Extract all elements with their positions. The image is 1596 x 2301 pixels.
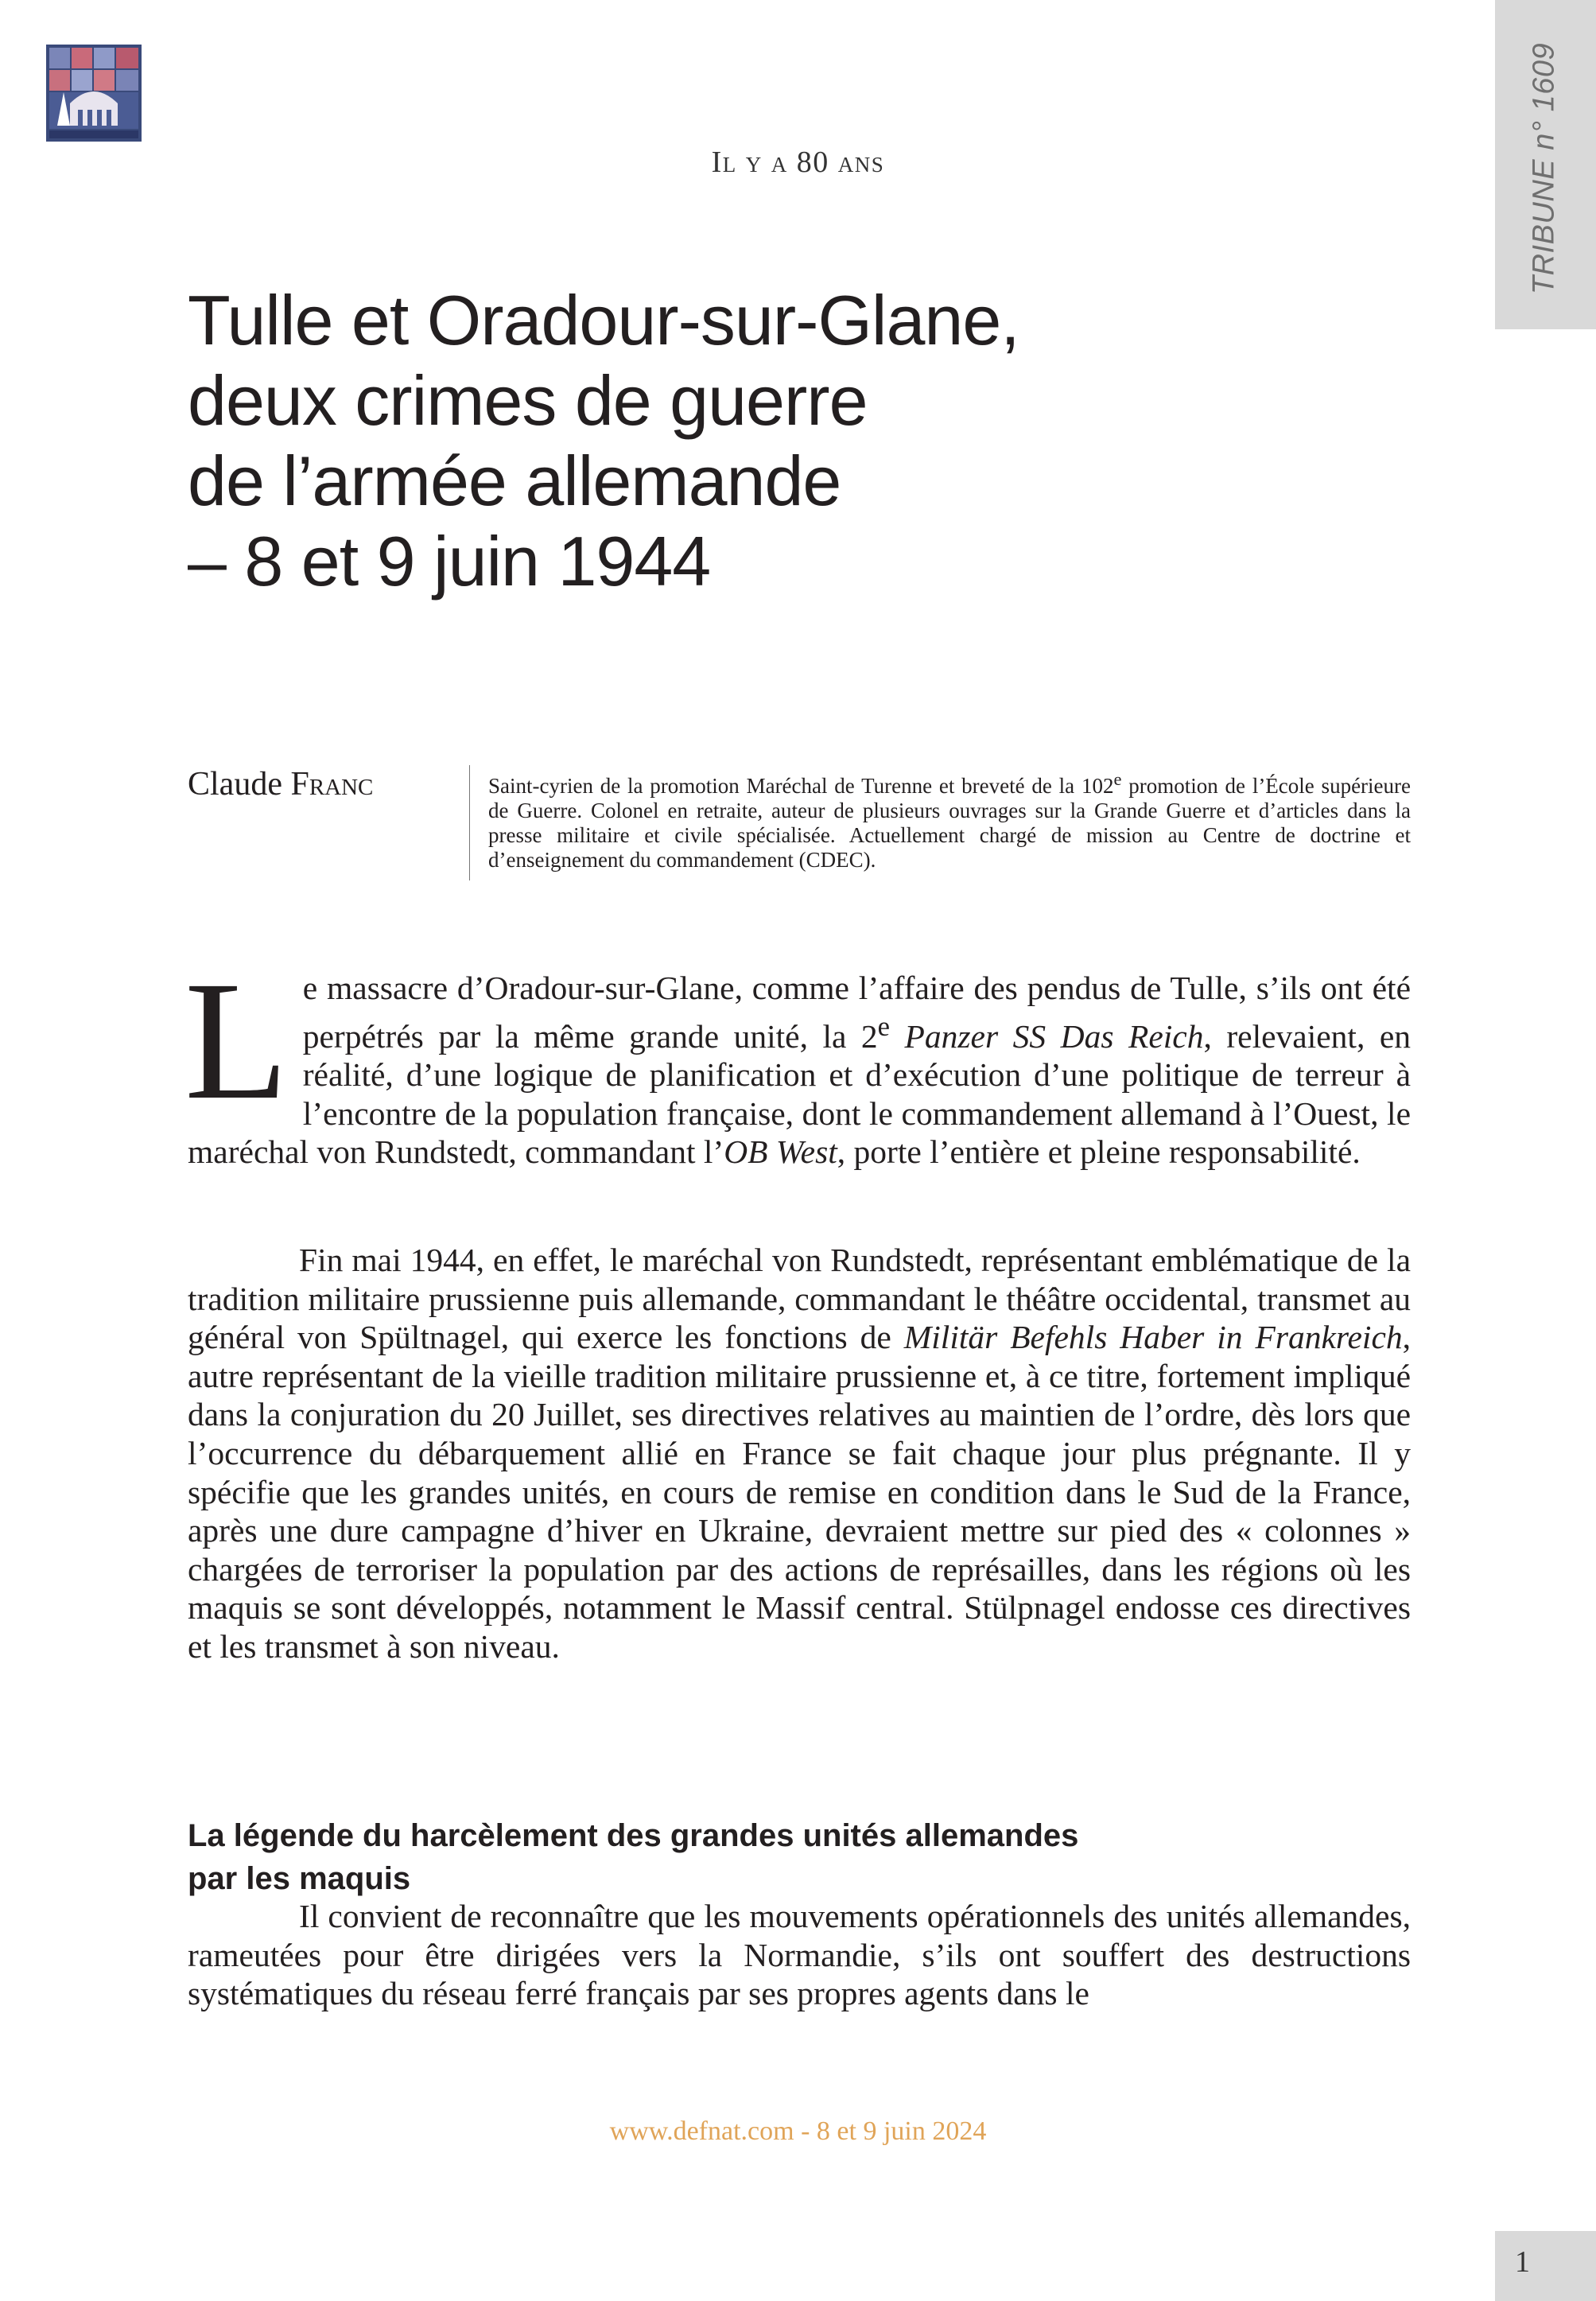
paragraph-text: Fin mai 1944, en effet, le maréchal von Rundstedt, représentant emblématique de la tradition militaire prussienne puis allemande, commandant le théâtre occidental, transmet au général von Spültnagel, qui exerce les fonctions de	[188, 1242, 1411, 1356]
title-line: – 8 et 9 juin 1944	[188, 522, 711, 601]
page-number-tab	[1495, 2231, 1596, 2301]
title-line: deux crimes de guerre	[188, 361, 868, 440]
paragraph-text: , relevaient, en réalité, d’une logique de planification et d’exécution d’une politique de terreur à l’encontre de la population française, dont le commandement allemand à l’Ouest, le maréchal von Rundstedt, commandant l’	[188, 1017, 1412, 1171]
bio-text: Grande Guerre et d’articles dans la presse militaire et civile spécialisée. Actuellement chargé	[488, 799, 1411, 847]
author-bio	[488, 767, 1411, 873]
defnat-logo	[46, 45, 142, 142]
paragraph-text: Il convient de reconnaître que les mouvements opérationnels des unités allemandes, rameutées pour être dirigées vers la Normandie, s’ils ont souffert des destructions systématiques du réseau ferré français par ses propres agents dans le	[188, 1898, 1411, 2012]
author-name	[188, 765, 373, 803]
author-first-name: Claude	[188, 766, 282, 803]
paragraph-3	[188, 1897, 1411, 2013]
bio-text: l’École supérieure de Guerre. Colonel en retraite, auteur de plusieurs ouvrages sur la	[488, 774, 1411, 822]
italic-text: Panzer SS Das Reich	[904, 1017, 1204, 1055]
superscript: e	[877, 1011, 891, 1042]
section-heading	[188, 1814, 1412, 1900]
paragraph-1	[184, 946, 1412, 1172]
title-line: de l’armée allemande	[188, 441, 841, 520]
section-heading-line: La légende du harcèlement des grandes unités allemandes	[188, 1818, 1079, 1854]
drop-cap: L	[184, 946, 289, 1135]
bio-superscript: e	[1113, 769, 1122, 789]
bio-text: Saint-cyrien de la promotion Maréchal de Turenne et breveté de la 102	[488, 774, 1114, 798]
title-line: Tulle et Oradour-sur-Glane,	[188, 281, 1019, 360]
bio-divider	[469, 765, 470, 880]
bio-text: de mission au Centre de doctrine et d’enseignement du commandement (CDEC).	[488, 823, 1412, 872]
page-title	[188, 280, 1412, 601]
italic-text: Militär Befehls Haber in Frankreich	[903, 1319, 1403, 1356]
kicker: Il y a 80 ans	[711, 146, 885, 179]
paragraph-text: , porte l’entière et pleine responsabilité.	[837, 1133, 1361, 1171]
section-heading-line: par les maquis	[188, 1861, 411, 1897]
paragraph-text: e massacre d’Oradour-sur-Glane, comme l’affaire des pendus de Tulle, s’ils ont été perpétrés par la même grande unité, la 2	[302, 970, 1411, 1055]
page-number: 1	[1515, 2245, 1530, 2279]
paragraph-text: , autre représentant de la vieille tradition militaire prussienne et, à ce titre, fortement impliqué dans la conjuration du 20 Juillet, ses directives relatives au maintien de l’ordre, dès lors que l’occurrence du débarquement allié en France se fait chaque jour plus prégnante. Il y spécifie que les grandes unités, en cours de remise en condition dans le Sud de la France, après une dure campagne d’hiver en Ukraine, devraient mettre sur pied des « colonnes » chargées de terroriser la population par des actions de représailles, dans les régions où les maquis se sont développés, notamment le Massif central. Stülpnagel endosse ces directives et les transmet à son niveau.	[188, 1319, 1411, 1665]
paragraph-2	[188, 1241, 1411, 1666]
italic-text: OB West	[724, 1133, 837, 1171]
author-last-name: Franc	[290, 766, 374, 803]
footer-link[interactable]: www.defnat.com - 8 et 9 juin 2024	[609, 2116, 987, 2146]
bio-text: promotion de	[1121, 774, 1246, 798]
tribune-number-label: TRIBUNE n° 1609	[1527, 42, 1561, 295]
